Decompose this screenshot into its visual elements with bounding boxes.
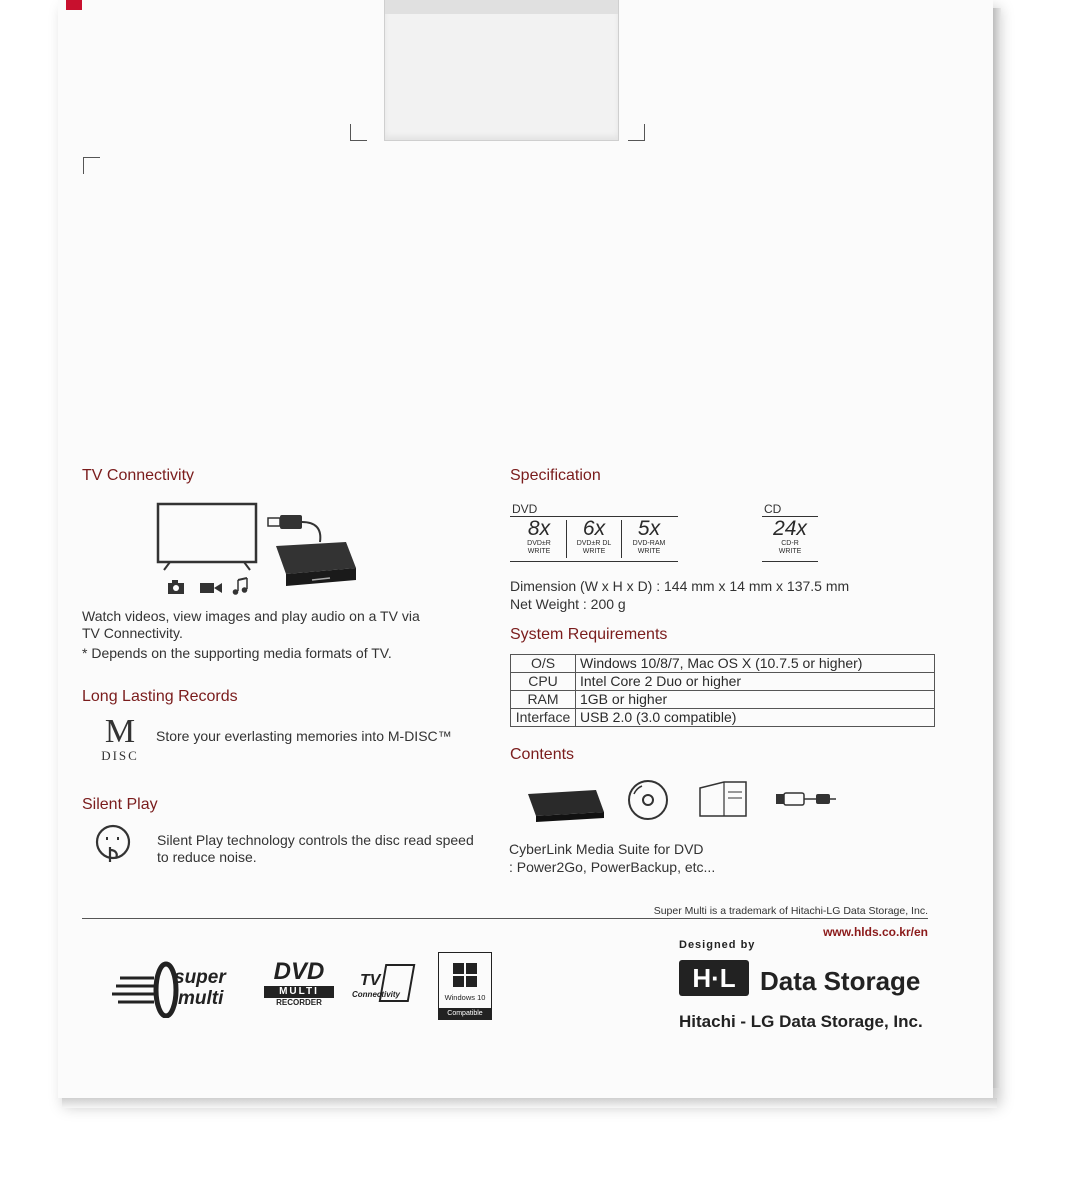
tv-icon (158, 504, 256, 562)
usb-cable-icon (776, 793, 836, 805)
external-drive-icon (276, 542, 356, 586)
trademark-text: Super Multi is a trademark of Hitachi-LG Data Storage, Inc. (653, 905, 928, 917)
hl-brand-mark: H·L (679, 960, 749, 996)
system-requirements-heading: System Requirements (510, 626, 668, 643)
table-row: Interface USB 2.0 (3.0 compatible) (511, 709, 935, 727)
dvd-speed-r: 8x DVD±R WRITE (527, 517, 551, 555)
windows-10-compatible-logo: Windows 10 Compatible (438, 952, 492, 1020)
website-url[interactable]: www.hlds.co.kr/en (823, 925, 928, 939)
crop-mark-topleft (83, 157, 100, 174)
manual-icon (700, 782, 746, 816)
drive-icon (528, 790, 604, 822)
dvd-speed-dl: 6x DVD±R DL WRITE (576, 517, 612, 555)
footer-divider (82, 918, 928, 919)
brand-name: Data Storage (760, 966, 921, 996)
silent-play-desc-2: to reduce noise. (157, 849, 257, 865)
tv-connectivity-heading: TV Connectivity (82, 467, 195, 484)
cd-label: CD (764, 502, 782, 516)
tv-connectivity-illustration (150, 498, 370, 600)
disc-icon (629, 781, 667, 819)
usb-stick-icon (268, 515, 320, 542)
crop-mark-left (350, 124, 367, 141)
silent-play-heading: Silent Play (82, 796, 158, 813)
box-bottom-edge (62, 1098, 997, 1108)
tv-connectivity-logo: TV Connectivity (352, 964, 412, 1004)
cd-speed-r: 24x CD-R WRITE (773, 517, 807, 555)
table-row: O/S Windows 10/8/7, Mac OS X (10.7.5 or higher) (511, 655, 935, 673)
windows-icon (453, 963, 477, 987)
tv-connectivity-note: * Depends on the supporting media formats of TV. (82, 645, 392, 661)
contents-heading: Contents (510, 746, 575, 763)
music-note-icon (233, 578, 248, 595)
tv-connectivity-desc-1: Watch videos, view images and play audio on a TV via (82, 608, 420, 624)
company-name: Hitachi - LG Data Storage, Inc. (679, 1012, 923, 1031)
dvd-speed-ram: 5x DVD-RAM WRITE (632, 517, 666, 555)
contents-icons (520, 776, 850, 824)
silent-face-icon (94, 822, 134, 866)
system-requirements-table (510, 654, 935, 727)
red-tab (66, 0, 82, 10)
table-row: RAM 1GB or higher (511, 691, 935, 709)
dimension-text: Dimension (W x H x D) : 144 mm x 14 mm x 137.5 mm (510, 578, 850, 594)
box-side-edge (993, 8, 1001, 1088)
camera-icon (168, 580, 184, 594)
software-line-2: : Power2Go, PowerBackup, etc... (509, 859, 716, 875)
tv-connectivity-desc-2: TV Connectivity. (82, 625, 183, 641)
specification-heading: Specification (510, 467, 601, 484)
dvd-label: DVD (512, 502, 538, 516)
software-line-1: CyberLink Media Suite for DVD (509, 841, 704, 857)
dvd-multi-recorder-logo: DVD MULTI RECORDER (264, 960, 334, 1008)
designed-by-label: Designed by (679, 939, 756, 951)
video-camera-icon (200, 583, 222, 593)
super-multi-logo: super multi (110, 958, 240, 1018)
weight-text: Net Weight : 200 g (510, 596, 626, 612)
crop-mark-right (628, 124, 645, 141)
table-row: CPU Intel Core 2 Duo or higher (511, 673, 935, 691)
long-lasting-desc: Store your everlasting memories into M-DISC™ (156, 728, 452, 744)
long-lasting-heading: Long Lasting Records (82, 688, 238, 705)
m-disc-logo: M DISC (101, 713, 139, 763)
super-multi-swirl-icon (110, 958, 180, 1018)
silent-play-desc-1: Silent Play technology controls the disc read speed (157, 832, 474, 848)
box-flap (384, 0, 619, 141)
